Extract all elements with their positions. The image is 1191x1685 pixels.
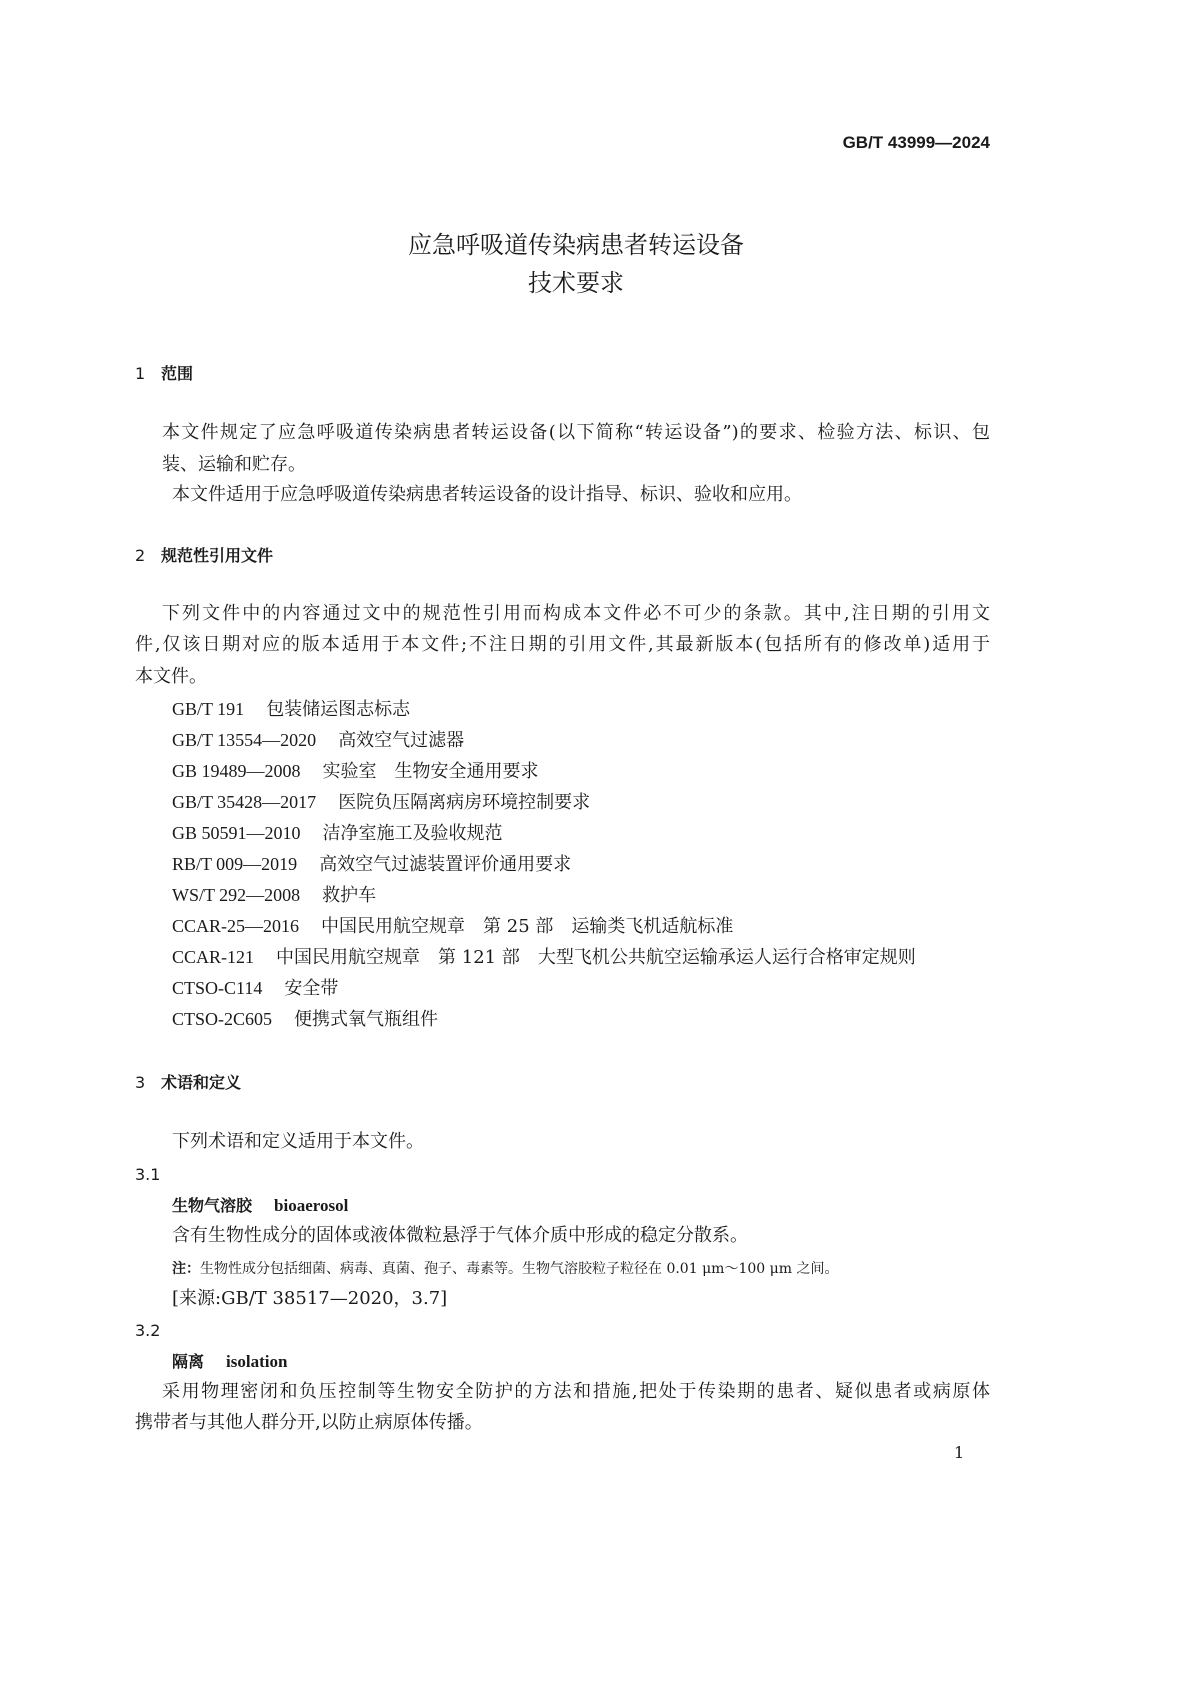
reference-title: 包装储运图志标志 <box>266 699 411 720</box>
reference-title: 安全带 <box>284 978 339 999</box>
reference-code: GB 50591—2010 <box>172 823 301 843</box>
term-entry <box>172 1350 287 1374</box>
section-number: 2 <box>135 546 146 565</box>
reference-title: 中国民用航空规章 第 25 部 运输类飞机适航标准 <box>321 916 734 937</box>
term-chinese: 隔离 <box>172 1352 205 1371</box>
note-text: 生物性成分包括细菌、病毒、真菌、孢子、毒素等。生物气溶胶粒子粒径在 0.01 μm～100 μm 之间。 <box>200 1261 839 1277</box>
paragraph-line: 本文件适用于应急呼吸道传染病患者转运设备的设计指导、标识、验收和应用。 <box>172 484 802 505</box>
term-definition: 采用物理密闭和负压控制等生物安全防护的方法和措施,把处于传染期的患者、疑似患者或病原体 <box>162 1381 990 1402</box>
note-label: 注： <box>172 1261 200 1277</box>
paragraph-line: 件,仅该日期对应的版本适用于本文件;不注日期的引用文件,其最新版本(包括所有的修改单)适用于 <box>135 634 990 655</box>
reference-code: GB/T 35428—2017 <box>172 792 317 812</box>
reference-code: WS/T 292—2008 <box>172 885 301 905</box>
reference-code: CCAR-121 <box>172 947 255 967</box>
paragraph-line: 下列文件中的内容通过文中的规范性引用而构成本文件必不可少的条款。其中,注日期的引用文 <box>162 603 990 624</box>
reference-code: CCAR-25—2016 <box>172 916 300 936</box>
reference-code: GB 19489—2008 <box>172 761 301 781</box>
reference-item <box>172 1007 438 1032</box>
reference-title: 实验室 生物安全通用要求 <box>322 761 539 782</box>
reference-item <box>172 728 464 753</box>
reference-code: RB/T 009—2019 <box>172 854 298 874</box>
term-entry <box>172 1194 348 1218</box>
reference-item <box>172 914 733 939</box>
section-title: 范围 <box>161 364 194 383</box>
term-note <box>172 1257 838 1281</box>
section-heading-3 <box>135 1071 241 1095</box>
reference-code: CTSO-2C605 <box>172 1009 273 1029</box>
clause-number: 3.2 <box>135 1321 161 1340</box>
term-source: [来源:GB/T 38517—2020，3.7] <box>172 1288 448 1309</box>
document-title-line2: 技术要求 <box>528 269 624 297</box>
document-title-line1: 应急呼吸道传染病患者转运设备 <box>408 231 744 259</box>
section-title: 规范性引用文件 <box>161 546 274 565</box>
term-definition: 含有生物性成分的固体或液体微粒悬浮于气体介质中形成的稳定分散系。 <box>172 1225 748 1246</box>
standard-number: GB/T 43999—2024 <box>842 133 990 152</box>
term-english: bioaerosol <box>274 1196 349 1215</box>
reference-item <box>172 697 410 722</box>
reference-item <box>172 852 571 877</box>
reference-title: 救护车 <box>322 885 377 906</box>
term-definition: 携带者与其他人群分开,以防止病原体传播。 <box>135 1412 483 1433</box>
reference-title: 中国民用航空规章 第 121 部 大型飞机公共航空运输承运人运行合格审定规则 <box>276 947 916 968</box>
section-number: 1 <box>135 364 146 383</box>
reference-item <box>172 976 338 1001</box>
reference-title: 便携式氧气瓶组件 <box>294 1009 439 1030</box>
reference-title: 医院负压隔离病房环境控制要求 <box>338 792 591 813</box>
page-number: 1 <box>954 1443 965 1462</box>
section-heading-2 <box>135 544 273 568</box>
section-number: 3 <box>135 1073 146 1092</box>
reference-code: CTSO-C114 <box>172 978 263 998</box>
term-english: isolation <box>226 1352 288 1371</box>
reference-title: 高效空气过滤装置评价通用要求 <box>319 854 572 875</box>
reference-code: GB/T 191 <box>172 699 245 719</box>
reference-item <box>172 759 539 784</box>
paragraph-line: 本文件规定了应急呼吸道传染病患者转运设备(以下简称“转运设备”)的要求、检验方法、标识、包 <box>162 422 990 443</box>
reference-item <box>172 945 916 970</box>
reference-item <box>172 821 503 846</box>
reference-title: 高效空气过滤器 <box>338 730 465 751</box>
section-heading-1 <box>135 362 193 386</box>
reference-code: GB/T 13554—2020 <box>172 730 317 750</box>
paragraph-line: 装、运输和贮存。 <box>162 454 306 475</box>
term-chinese: 生物气溶胶 <box>172 1196 253 1215</box>
paragraph-line: 下列术语和定义适用于本文件。 <box>172 1131 424 1152</box>
paragraph-line: 本文件。 <box>135 666 207 687</box>
reference-title: 洁净室施工及验收规范 <box>322 823 503 844</box>
clause-number: 3.1 <box>135 1165 161 1184</box>
reference-item <box>172 790 590 815</box>
reference-item <box>172 883 376 908</box>
section-title: 术语和定义 <box>161 1073 242 1092</box>
